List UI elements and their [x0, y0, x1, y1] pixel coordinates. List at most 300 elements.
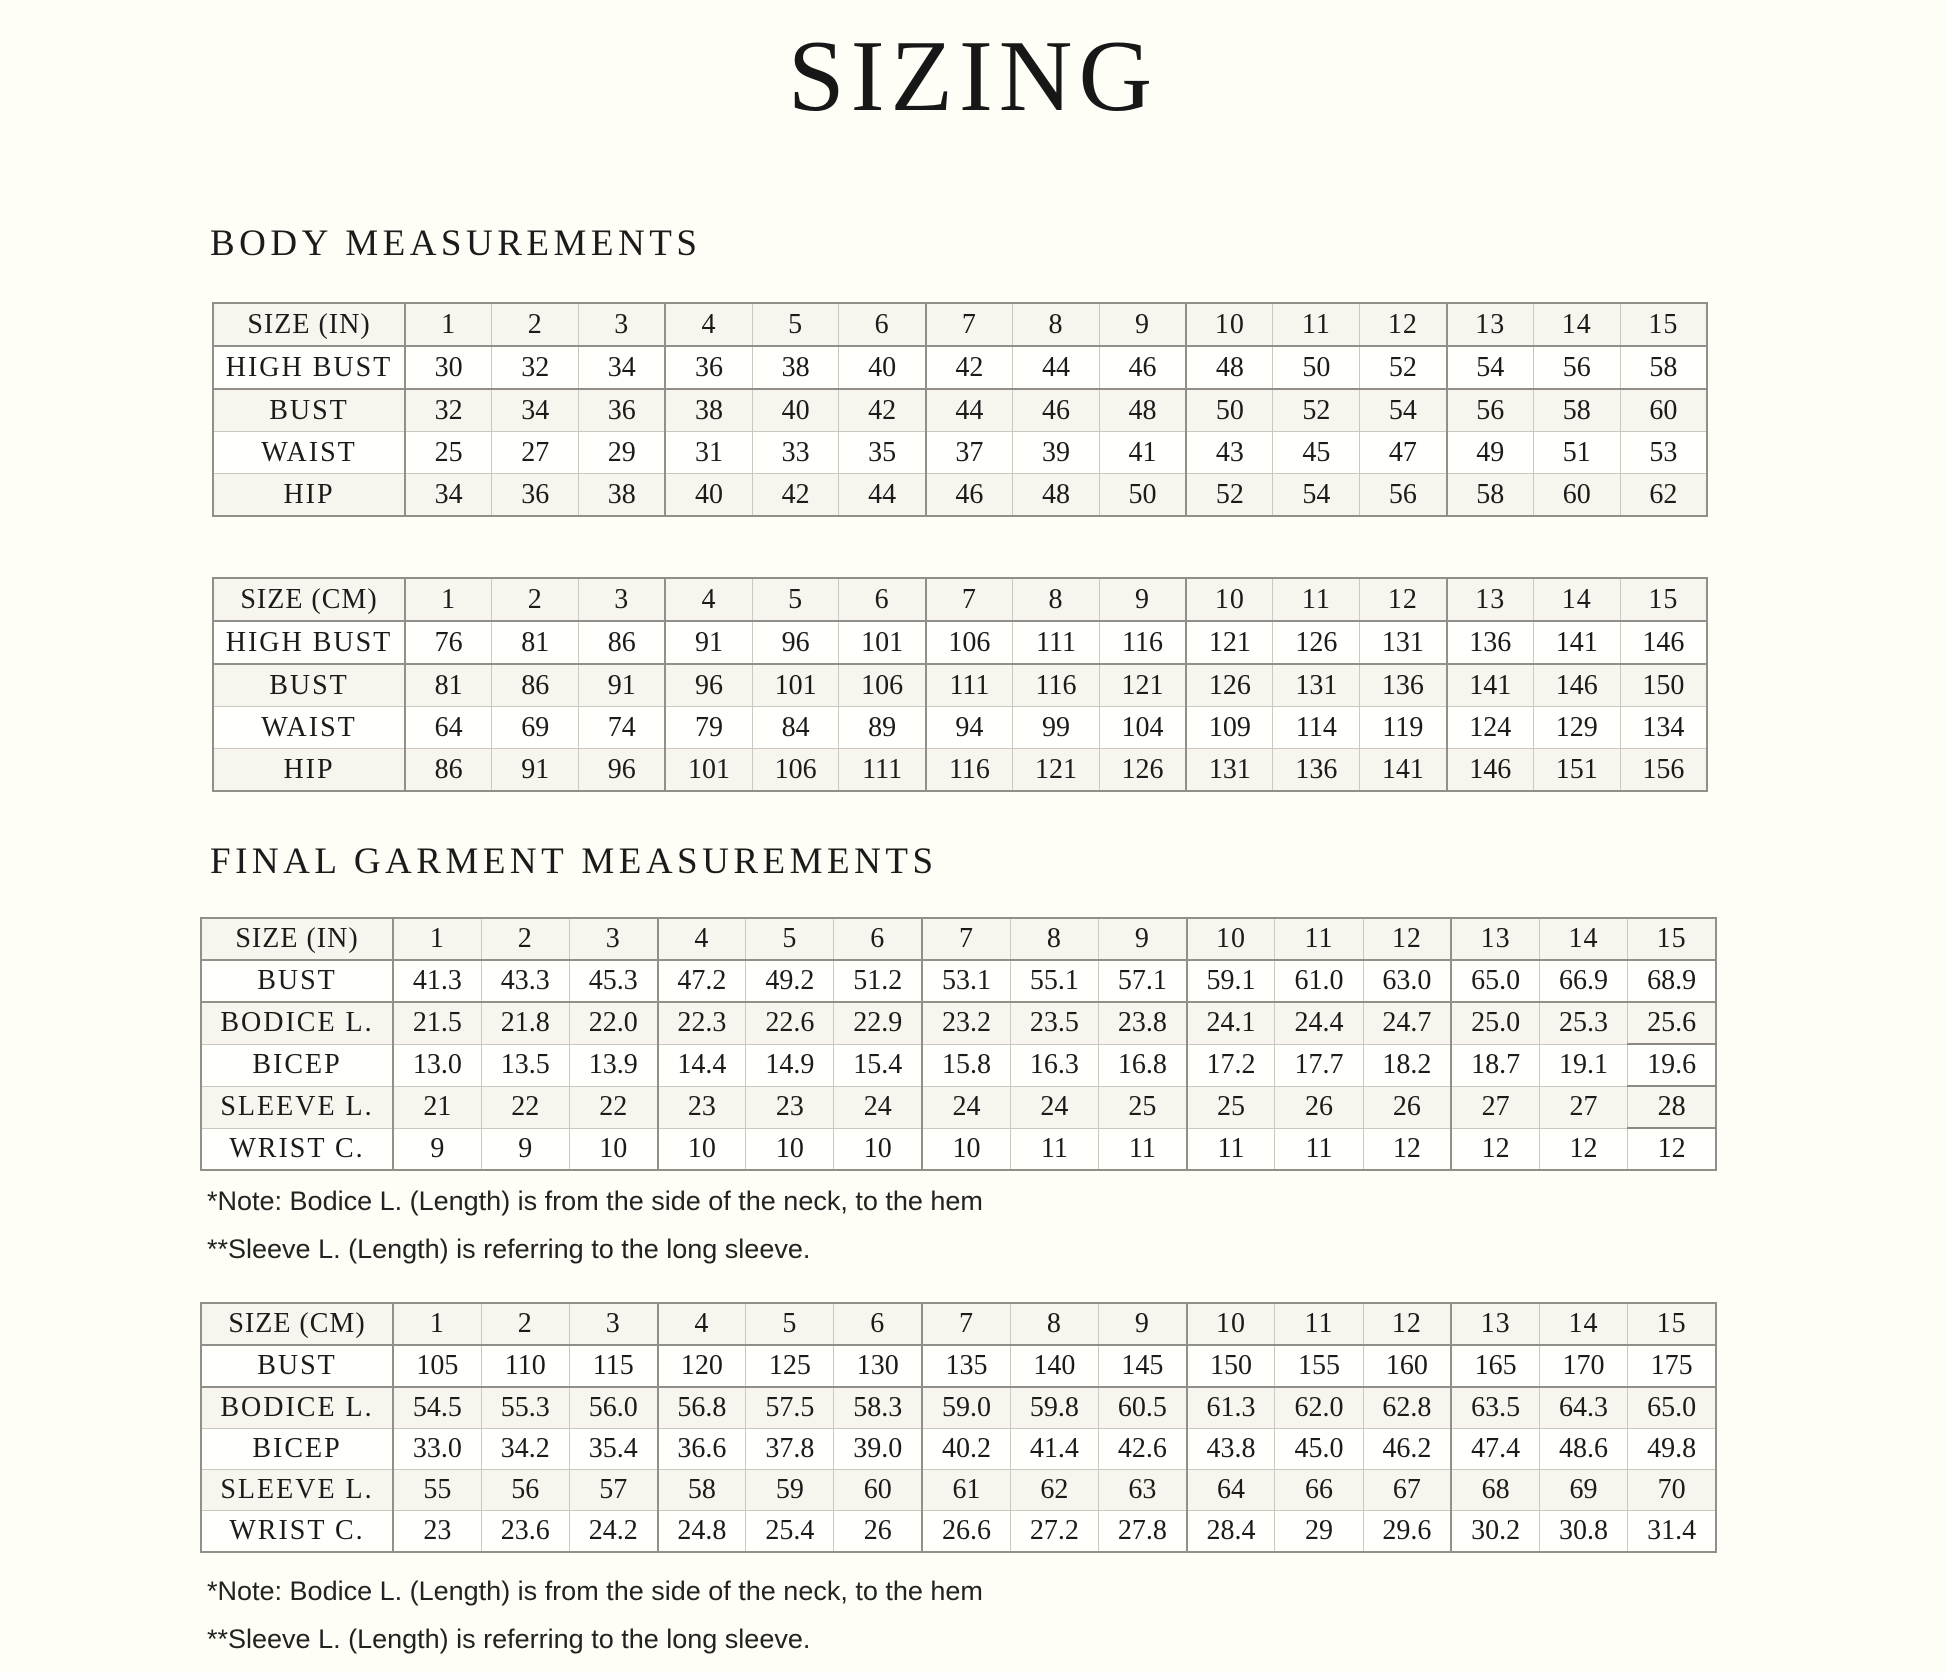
- value-cell: 124: [1447, 707, 1534, 749]
- value-cell: 141: [1360, 749, 1447, 792]
- value-cell: 63.0: [1363, 960, 1451, 1002]
- value-cell: 61.0: [1275, 960, 1363, 1002]
- value-cell: 36: [579, 389, 666, 432]
- size-header-cell: 9: [1099, 1303, 1187, 1345]
- size-header-cell: 11: [1275, 1303, 1363, 1345]
- measurement-row: [213, 749, 1707, 792]
- value-cell: 10: [746, 1128, 834, 1170]
- size-header-cell: 14: [1539, 1303, 1627, 1345]
- value-cell: 50: [1186, 389, 1273, 432]
- size-header-row: [201, 918, 1716, 960]
- size-header-label: SIZE (CM): [213, 578, 405, 621]
- value-cell: 111: [1013, 621, 1100, 664]
- value-cell: 136: [1447, 621, 1534, 664]
- body-measurements-cm-table: [212, 577, 1708, 792]
- size-header-cell: 2: [492, 303, 579, 346]
- value-cell: 111: [926, 664, 1013, 707]
- value-cell: 24: [834, 1086, 922, 1128]
- value-cell: 41: [1099, 432, 1186, 474]
- value-cell: 27: [492, 432, 579, 474]
- value-cell: 23.2: [922, 1002, 1010, 1044]
- value-cell: 101: [665, 749, 752, 792]
- value-cell: 81: [405, 664, 492, 707]
- size-header-cell: 10: [1187, 1303, 1275, 1345]
- row-label: SLEEVE L.: [201, 1470, 393, 1511]
- value-cell: 131: [1273, 664, 1360, 707]
- value-cell: 23.6: [481, 1511, 569, 1553]
- value-cell: 30.8: [1539, 1511, 1627, 1553]
- value-cell: 91: [579, 664, 666, 707]
- size-header-row: [213, 578, 1707, 621]
- value-cell: 40: [665, 474, 752, 517]
- value-cell: 70: [1628, 1470, 1716, 1511]
- value-cell: 150: [1620, 664, 1707, 707]
- value-cell: 11: [1275, 1128, 1363, 1170]
- value-cell: 59.1: [1187, 960, 1275, 1002]
- value-cell: 10: [834, 1128, 922, 1170]
- value-cell: 26.6: [922, 1511, 1010, 1553]
- size-header-cell: 13: [1451, 1303, 1539, 1345]
- value-cell: 21: [393, 1086, 481, 1128]
- value-cell: 46.2: [1363, 1429, 1451, 1470]
- size-header-cell: 7: [922, 1303, 1010, 1345]
- value-cell: 56: [1360, 474, 1447, 517]
- value-cell: 46: [1013, 389, 1100, 432]
- size-header-cell: 3: [579, 303, 666, 346]
- value-cell: 9: [481, 1128, 569, 1170]
- size-header-cell: 5: [746, 918, 834, 960]
- measurement-row: [201, 1511, 1716, 1553]
- value-cell: 15.8: [922, 1044, 1010, 1086]
- value-cell: 105: [393, 1345, 481, 1387]
- value-cell: 96: [665, 664, 752, 707]
- value-cell: 15.4: [834, 1044, 922, 1086]
- value-cell: 42: [752, 474, 839, 517]
- value-cell: 135: [922, 1345, 1010, 1387]
- size-header-cell: 6: [839, 578, 926, 621]
- value-cell: 40.2: [922, 1429, 1010, 1470]
- value-cell: 111: [839, 749, 926, 792]
- value-cell: 43.3: [481, 960, 569, 1002]
- value-cell: 106: [839, 664, 926, 707]
- value-cell: 114: [1273, 707, 1360, 749]
- value-cell: 23.5: [1010, 1002, 1098, 1044]
- value-cell: 18.7: [1451, 1044, 1539, 1086]
- size-header-cell: 15: [1628, 918, 1716, 960]
- value-cell: 136: [1273, 749, 1360, 792]
- value-cell: 13.5: [481, 1044, 569, 1086]
- value-cell: 65.0: [1451, 960, 1539, 1002]
- value-cell: 56.8: [658, 1387, 746, 1429]
- row-label: BUST: [213, 664, 405, 707]
- value-cell: 55.3: [481, 1387, 569, 1429]
- size-header-cell: 9: [1099, 918, 1187, 960]
- value-cell: 55: [393, 1470, 481, 1511]
- size-header-row: [201, 1303, 1716, 1345]
- value-cell: 22: [569, 1086, 657, 1128]
- measurement-row: [213, 707, 1707, 749]
- value-cell: 31.4: [1628, 1511, 1716, 1553]
- value-cell: 19.6: [1628, 1044, 1716, 1086]
- size-header-cell: 6: [834, 918, 922, 960]
- value-cell: 12: [1628, 1128, 1716, 1170]
- value-cell: 24.1: [1187, 1002, 1275, 1044]
- page-title: SIZING: [787, 20, 1159, 133]
- value-cell: 134: [1620, 707, 1707, 749]
- row-label: WRIST C.: [201, 1128, 393, 1170]
- value-cell: 31: [665, 432, 752, 474]
- value-cell: 46: [1099, 346, 1186, 389]
- value-cell: 56: [1447, 389, 1534, 432]
- size-header-cell: 13: [1447, 578, 1534, 621]
- value-cell: 26: [1275, 1086, 1363, 1128]
- value-cell: 30: [405, 346, 492, 389]
- value-cell: 9: [393, 1128, 481, 1170]
- value-cell: 45.0: [1275, 1429, 1363, 1470]
- value-cell: 64.3: [1539, 1387, 1627, 1429]
- size-header-cell: 8: [1010, 1303, 1098, 1345]
- value-cell: 47.2: [658, 960, 746, 1002]
- value-cell: 140: [1010, 1345, 1098, 1387]
- value-cell: 22.6: [746, 1002, 834, 1044]
- value-cell: 146: [1447, 749, 1534, 792]
- value-cell: 60.5: [1099, 1387, 1187, 1429]
- value-cell: 67: [1363, 1470, 1451, 1511]
- value-cell: 61.3: [1187, 1387, 1275, 1429]
- note-bodice-length: *Note: Bodice L. (Length) is from the side of the neck, to the hem: [207, 1576, 983, 1606]
- size-header-cell: 10: [1187, 918, 1275, 960]
- value-cell: 12: [1539, 1128, 1627, 1170]
- value-cell: 10: [922, 1128, 1010, 1170]
- row-label: SLEEVE L.: [201, 1086, 393, 1128]
- row-label: BICEP: [201, 1429, 393, 1470]
- size-header-cell: 5: [752, 303, 839, 346]
- value-cell: 41.4: [1010, 1429, 1098, 1470]
- measurement-row: [201, 1429, 1716, 1470]
- value-cell: 69: [492, 707, 579, 749]
- size-header-cell: 4: [665, 303, 752, 346]
- measurement-row: [201, 1002, 1716, 1044]
- value-cell: 119: [1360, 707, 1447, 749]
- value-cell: 23.8: [1099, 1002, 1187, 1044]
- value-cell: 66.9: [1539, 960, 1627, 1002]
- value-cell: 160: [1363, 1345, 1451, 1387]
- value-cell: 110: [481, 1345, 569, 1387]
- garment-cm-notes: [207, 1572, 983, 1668]
- size-header-cell: 4: [658, 918, 746, 960]
- value-cell: 68.9: [1628, 960, 1716, 1002]
- measurement-row: [201, 1044, 1716, 1086]
- value-cell: 38: [579, 474, 666, 517]
- size-header-cell: 15: [1628, 1303, 1716, 1345]
- value-cell: 156: [1620, 749, 1707, 792]
- size-header-label: SIZE (CM): [201, 1303, 393, 1345]
- section-heading-garment-measurements: FINAL GARMENT MEASUREMENTS: [210, 841, 938, 882]
- value-cell: 29.6: [1363, 1511, 1451, 1553]
- value-cell: 37: [926, 432, 1013, 474]
- value-cell: 36: [492, 474, 579, 517]
- size-header-cell: 1: [393, 1303, 481, 1345]
- value-cell: 23: [658, 1086, 746, 1128]
- measurement-row: [213, 664, 1707, 707]
- size-header-cell: 1: [393, 918, 481, 960]
- value-cell: 68: [1451, 1470, 1539, 1511]
- value-cell: 54.5: [393, 1387, 481, 1429]
- value-cell: 40: [839, 346, 926, 389]
- size-header-cell: 12: [1360, 303, 1447, 346]
- value-cell: 28: [1628, 1086, 1716, 1128]
- value-cell: 165: [1451, 1345, 1539, 1387]
- body-measurements-cm-table-grid: [212, 577, 1708, 792]
- value-cell: 150: [1187, 1345, 1275, 1387]
- value-cell: 11: [1187, 1128, 1275, 1170]
- value-cell: 45.3: [569, 960, 657, 1002]
- size-header-cell: 5: [752, 578, 839, 621]
- value-cell: 50: [1099, 474, 1186, 517]
- value-cell: 44: [926, 389, 1013, 432]
- size-header-cell: 11: [1273, 578, 1360, 621]
- value-cell: 25.4: [746, 1511, 834, 1553]
- value-cell: 141: [1447, 664, 1534, 707]
- size-header-cell: 1: [405, 578, 492, 621]
- value-cell: 44: [1013, 346, 1100, 389]
- value-cell: 33: [752, 432, 839, 474]
- value-cell: 43: [1186, 432, 1273, 474]
- value-cell: 76: [405, 621, 492, 664]
- value-cell: 115: [569, 1345, 657, 1387]
- size-header-cell: 10: [1186, 578, 1273, 621]
- value-cell: 145: [1099, 1345, 1187, 1387]
- value-cell: 48: [1186, 346, 1273, 389]
- value-cell: 86: [492, 664, 579, 707]
- value-cell: 36: [665, 346, 752, 389]
- value-cell: 10: [569, 1128, 657, 1170]
- value-cell: 84: [752, 707, 839, 749]
- value-cell: 66: [1275, 1470, 1363, 1511]
- value-cell: 55.1: [1010, 960, 1098, 1002]
- value-cell: 27.2: [1010, 1511, 1098, 1553]
- value-cell: 16.8: [1099, 1044, 1187, 1086]
- size-header-cell: 6: [834, 1303, 922, 1345]
- value-cell: 24.7: [1363, 1002, 1451, 1044]
- section-heading-body-measurements: BODY MEASUREMENTS: [210, 223, 702, 264]
- value-cell: 155: [1275, 1345, 1363, 1387]
- value-cell: 121: [1186, 621, 1273, 664]
- size-header-cell: 15: [1620, 578, 1707, 621]
- value-cell: 170: [1539, 1345, 1627, 1387]
- value-cell: 63: [1099, 1470, 1187, 1511]
- note-bodice-length: *Note: Bodice L. (Length) is from the side of the neck, to the hem: [207, 1186, 983, 1216]
- garment-in-notes: [207, 1182, 983, 1278]
- value-cell: 28.4: [1187, 1511, 1275, 1553]
- value-cell: 24.4: [1275, 1002, 1363, 1044]
- value-cell: 129: [1533, 707, 1620, 749]
- value-cell: 12: [1363, 1128, 1451, 1170]
- value-cell: 50: [1273, 346, 1360, 389]
- body-measurements-in-table-grid: [212, 302, 1708, 517]
- value-cell: 17.7: [1275, 1044, 1363, 1086]
- row-label: BICEP: [201, 1044, 393, 1086]
- measurement-row: [201, 1387, 1716, 1429]
- value-cell: 86: [579, 621, 666, 664]
- value-cell: 49: [1447, 432, 1534, 474]
- row-label: HIP: [213, 749, 405, 792]
- value-cell: 33.0: [393, 1429, 481, 1470]
- value-cell: 56: [481, 1470, 569, 1511]
- garment-measurements-in-table: [200, 917, 1717, 1171]
- row-label: BODICE L.: [201, 1002, 393, 1044]
- size-header-row: [213, 303, 1707, 346]
- value-cell: 11: [1099, 1128, 1187, 1170]
- value-cell: 62: [1620, 474, 1707, 517]
- size-header-cell: 11: [1275, 918, 1363, 960]
- value-cell: 86: [405, 749, 492, 792]
- size-header-cell: 12: [1363, 1303, 1451, 1345]
- value-cell: 60: [1533, 474, 1620, 517]
- value-cell: 18.2: [1363, 1044, 1451, 1086]
- value-cell: 26: [834, 1511, 922, 1553]
- value-cell: 91: [665, 621, 752, 664]
- size-header-cell: 2: [481, 1303, 569, 1345]
- value-cell: 53.1: [922, 960, 1010, 1002]
- value-cell: 49.2: [746, 960, 834, 1002]
- size-header-cell: 2: [481, 918, 569, 960]
- value-cell: 34: [405, 474, 492, 517]
- value-cell: 131: [1186, 749, 1273, 792]
- row-label: WAIST: [213, 707, 405, 749]
- value-cell: 130: [834, 1345, 922, 1387]
- value-cell: 29: [579, 432, 666, 474]
- value-cell: 49.8: [1628, 1429, 1716, 1470]
- value-cell: 101: [752, 664, 839, 707]
- value-cell: 146: [1620, 621, 1707, 664]
- measurement-row: [213, 432, 1707, 474]
- value-cell: 131: [1360, 621, 1447, 664]
- garment-measurements-cm-table: [200, 1302, 1717, 1553]
- value-cell: 126: [1273, 621, 1360, 664]
- value-cell: 94: [926, 707, 1013, 749]
- value-cell: 34.2: [481, 1429, 569, 1470]
- value-cell: 79: [665, 707, 752, 749]
- value-cell: 91: [492, 749, 579, 792]
- value-cell: 11: [1010, 1128, 1098, 1170]
- measurement-row: [213, 389, 1707, 432]
- value-cell: 35: [839, 432, 926, 474]
- value-cell: 109: [1186, 707, 1273, 749]
- value-cell: 52: [1360, 346, 1447, 389]
- value-cell: 25: [405, 432, 492, 474]
- value-cell: 34: [492, 389, 579, 432]
- size-header-cell: 4: [665, 578, 752, 621]
- measurement-row: [213, 621, 1707, 664]
- value-cell: 121: [1013, 749, 1100, 792]
- size-header-cell: 8: [1013, 578, 1100, 621]
- value-cell: 17.2: [1187, 1044, 1275, 1086]
- size-header-cell: 14: [1539, 918, 1627, 960]
- value-cell: 47.4: [1451, 1429, 1539, 1470]
- row-label: HIGH BUST: [213, 621, 405, 664]
- size-header-cell: 8: [1010, 918, 1098, 960]
- value-cell: 29: [1275, 1511, 1363, 1553]
- value-cell: 12: [1451, 1128, 1539, 1170]
- value-cell: 22: [481, 1086, 569, 1128]
- value-cell: 58: [1533, 389, 1620, 432]
- value-cell: 48.6: [1539, 1429, 1627, 1470]
- value-cell: 25.3: [1539, 1002, 1627, 1044]
- value-cell: 96: [579, 749, 666, 792]
- size-header-cell: 4: [658, 1303, 746, 1345]
- value-cell: 146: [1533, 664, 1620, 707]
- value-cell: 57.5: [746, 1387, 834, 1429]
- value-cell: 52: [1186, 474, 1273, 517]
- size-header-cell: 12: [1363, 918, 1451, 960]
- value-cell: 61: [922, 1470, 1010, 1511]
- value-cell: 19.1: [1539, 1044, 1627, 1086]
- value-cell: 13.9: [569, 1044, 657, 1086]
- value-cell: 99: [1013, 707, 1100, 749]
- value-cell: 51: [1533, 432, 1620, 474]
- row-label: WRIST C.: [201, 1511, 393, 1553]
- value-cell: 25: [1099, 1086, 1187, 1128]
- measurement-row: [201, 1128, 1716, 1170]
- value-cell: 58: [1447, 474, 1534, 517]
- size-header-label: SIZE (IN): [213, 303, 405, 346]
- size-header-cell: 11: [1273, 303, 1360, 346]
- value-cell: 27.8: [1099, 1511, 1187, 1553]
- value-cell: 54: [1447, 346, 1534, 389]
- value-cell: 106: [926, 621, 1013, 664]
- value-cell: 57: [569, 1470, 657, 1511]
- value-cell: 89: [839, 707, 926, 749]
- size-header-cell: 13: [1451, 918, 1539, 960]
- measurement-row: [201, 1470, 1716, 1511]
- value-cell: 62.8: [1363, 1387, 1451, 1429]
- value-cell: 126: [1099, 749, 1186, 792]
- size-header-cell: 9: [1099, 303, 1186, 346]
- value-cell: 38: [665, 389, 752, 432]
- value-cell: 65.0: [1628, 1387, 1716, 1429]
- value-cell: 22.9: [834, 1002, 922, 1044]
- value-cell: 10: [658, 1128, 746, 1170]
- measurement-row: [213, 474, 1707, 517]
- value-cell: 36.6: [658, 1429, 746, 1470]
- value-cell: 56: [1533, 346, 1620, 389]
- value-cell: 125: [746, 1345, 834, 1387]
- value-cell: 22.0: [569, 1002, 657, 1044]
- value-cell: 35.4: [569, 1429, 657, 1470]
- value-cell: 42: [926, 346, 1013, 389]
- value-cell: 58: [1620, 346, 1707, 389]
- size-header-cell: 7: [926, 303, 1013, 346]
- value-cell: 44: [839, 474, 926, 517]
- garment-measurements-in-table-grid: [200, 917, 1717, 1171]
- value-cell: 32: [405, 389, 492, 432]
- row-label: WAIST: [213, 432, 405, 474]
- value-cell: 54: [1273, 474, 1360, 517]
- row-label: HIGH BUST: [213, 346, 405, 389]
- size-header-cell: 7: [922, 918, 1010, 960]
- row-label: HIP: [213, 474, 405, 517]
- value-cell: 64: [1187, 1470, 1275, 1511]
- value-cell: 136: [1360, 664, 1447, 707]
- value-cell: 53: [1620, 432, 1707, 474]
- value-cell: 62: [1010, 1470, 1098, 1511]
- value-cell: 59: [746, 1470, 834, 1511]
- row-label: BODICE L.: [201, 1387, 393, 1429]
- size-header-cell: 13: [1447, 303, 1534, 346]
- value-cell: 45: [1273, 432, 1360, 474]
- note-sleeve-length: **Sleeve L. (Length) is referring to the long sleeve.: [207, 1624, 811, 1654]
